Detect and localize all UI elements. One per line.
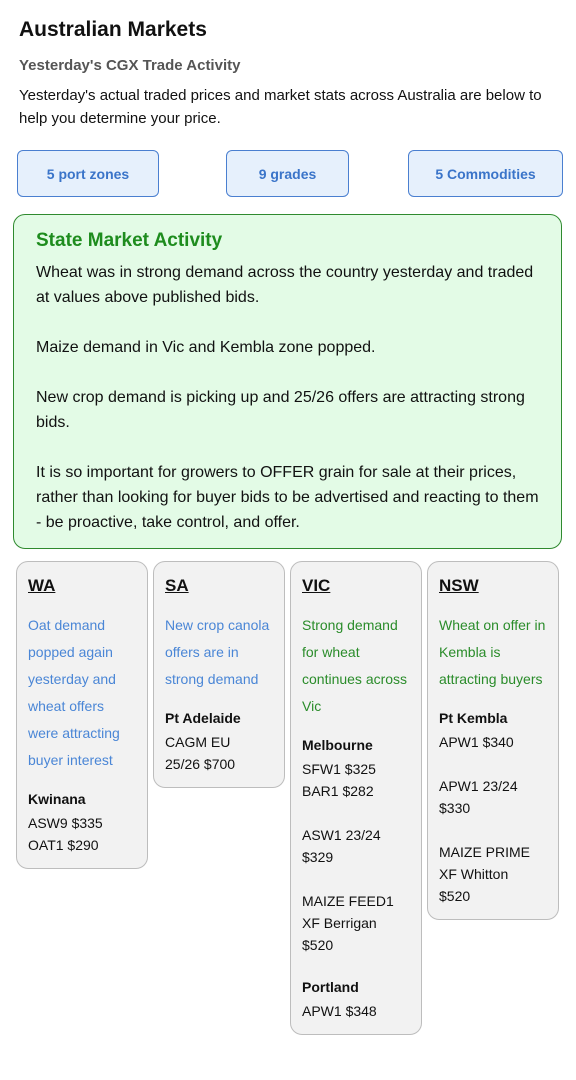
price-entry: MAIZE FEED1 XF Berrigan $520 [302, 893, 394, 953]
state-card-nsw [427, 561, 559, 920]
location-label: Kwinana [28, 791, 86, 807]
state-name: VIC [302, 576, 331, 595]
price-entry: APW1 23/24 $330 [439, 778, 518, 816]
state-note: Wheat on offer in Kembla is attracting buyers [439, 617, 546, 687]
state-name: NSW [439, 576, 479, 595]
price-entry: ASW1 23/24 $329 [302, 827, 381, 865]
port-zones-button[interactable]: 5 port zones [17, 150, 159, 197]
price-entry: MAIZE PRIME XF Whitton $520 [439, 844, 531, 904]
state-card-vic [290, 561, 422, 1035]
page-title: Australian Markets [19, 18, 207, 41]
price-entry: APW1 $348 [302, 1003, 377, 1019]
state-market-activity-panel [13, 214, 562, 549]
state-note: Strong demand for wheat continues across Vic [302, 617, 408, 714]
price-entry: APW1 $340 [439, 734, 514, 750]
activity-paragraph: It is so important for growers to OFFER grain for sale at their prices, rather than looking for buyer bids to be advertised and reacting to them - be proactive, take control, and offer. [36, 464, 539, 531]
state-note: Oat demand popped again yesterday and wheat offers were attracting buyer interest [28, 617, 120, 768]
commodities-button[interactable]: 5 Commodities [408, 150, 563, 197]
activity-paragraph: New crop demand is picking up and 25/26 offers are attracting strong bids. [36, 389, 525, 431]
state-name: WA [28, 576, 56, 595]
activity-paragraph: Maize demand in Vic and Kembla zone popped. [36, 339, 376, 356]
price-entry: CAGM EU 25/26 $700 [165, 734, 236, 772]
grades-button[interactable]: 9 grades [226, 150, 349, 197]
location-label: Melbourne [302, 737, 373, 753]
price-entry: ASW9 $335 OAT1 $290 [28, 815, 103, 853]
state-name: SA [165, 576, 189, 595]
price-entry: SFW1 $325 BAR1 $282 [302, 761, 376, 799]
location-label: Pt Kembla [439, 710, 508, 726]
activity-heading: State Market Activity [36, 230, 223, 251]
activity-paragraph: Wheat was in strong demand across the country yesterday and traded at values above published bids. [36, 264, 534, 306]
page-subtitle: Yesterday's CGX Trade Activity [19, 57, 241, 74]
location-label: Pt Adelaide [165, 710, 241, 726]
state-card-wa [16, 561, 148, 869]
state-note: New crop canola offers are in strong demand [165, 617, 270, 687]
intro-text: Yesterday's actual traded prices and market stats across Australia are below to help you determine your price. [19, 87, 542, 127]
location-label: Portland [302, 979, 359, 995]
state-card-sa [153, 561, 285, 788]
